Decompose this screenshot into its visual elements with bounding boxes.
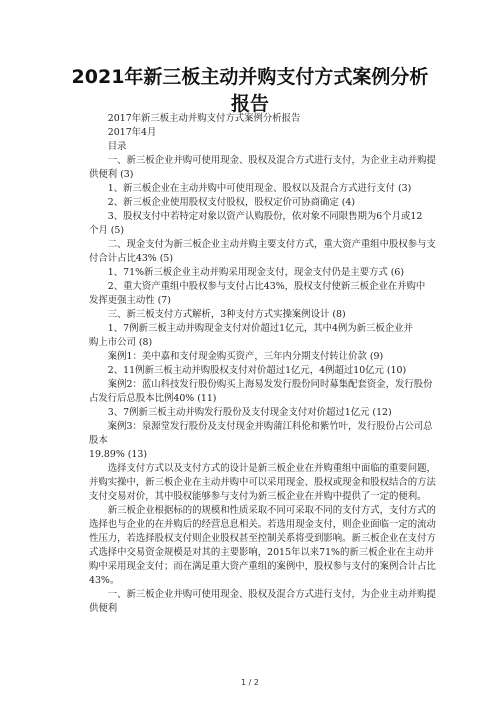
toc-case-3: 案例3：泉源堂发行股份及支付现金并购蒲江科伦和紫竹叶，发行股份占公司总股本 [89, 421, 433, 446]
toc-section-1: 一、新三板企业并购可使用现金、股权及混合方式进行支付，为企业主动并购提供便利 (3) [89, 155, 436, 180]
toc-item-3-2: 2、11例新三板主动并购股权支付对价超过1亿元，4例超过10亿元 (10) [107, 365, 407, 376]
body-paragraph-2: 新三板企业根据标的的规模和性质采取不同可采取不同的支付方式，支付方式的选择也与企业的在并购后的经营息息相关。若选用现金支付，则企业面临一定的流动性压力，若选择股权支付则企业股权甚至控制关系将受到影响。新三板企业在支付方式选择中交易资金规模是对其的主要影响，2015年以来71%的新三板企业在主动并购中采用现金支付；而在满足重大资产重组的案例中，股权参与支付的案例合计占比43%。 [89, 505, 436, 586]
report-date: 2017年4月 [107, 127, 157, 138]
toc-section-2: 二、现金支付为新三板企业主动并购主要支付方式，重大资产重组中股权参与支付合计占比43% (5) [89, 239, 436, 264]
toc-item-1-3: 3、股权支付中若特定对象以资产认购股份，依对象不同限售期为6个月或12 [107, 211, 423, 222]
toc-item-2-2-cont: 发挥更强主动性 (7) [89, 295, 171, 306]
toc-case-3-cont: 19.89% (13) [89, 449, 147, 460]
document-body [89, 112, 441, 616]
toc-heading: 目录 [107, 141, 127, 152]
body-paragraph-1: 选择支付方式以及支付方式的设计是新三板企业在并购重组中面临的重要问题，并购实操中，新三板企业在主动并购中可以采用现金、股权或现金和股权结合的方法支付交易对价，其中股权能够参与支付为新三板企业在并购中提供了一定的便利。 [89, 463, 436, 502]
title-line-2: 报告 [230, 93, 269, 115]
toc-item-2-1: 1、71%新三板企业主动并购采用现金支付，现金支付仍是主要方式 (6) [107, 267, 404, 278]
title-line-1: 2021年新三板主动并购支付方式案例分析 [71, 66, 429, 88]
toc-item-2-2: 2、重大资产重组中股权参与支付占比43%，股权支付使新三板企业在并购中 [107, 281, 426, 292]
toc-item-3-3: 3、7例新三板主动并购发行股份及支付现金支付对价超过1亿元 (12) [107, 407, 392, 418]
toc-case-1: 案例1：美中嘉和支付现金购买资产，三年内分期支付转让价款 (9) [107, 351, 384, 362]
toc-section-3: 三、新三板支付方式解析，3种支付方式实操案例设计 (8) [107, 309, 346, 320]
toc-item-1-1: 1、新三板企业在主动并购中可使用现金、股权以及混合方式进行支付 (3) [107, 183, 412, 194]
toc-item-3-1-cont: 购上市公司 (8) [89, 337, 153, 348]
toc-item-1-2: 2、新三板企业使用股权支付股权，股权定价可协商确定 (4) [107, 197, 356, 208]
report-subtitle: 2017年新三板主动并购支付方式案例分析报告 [107, 113, 301, 124]
document-title [40, 64, 460, 118]
toc-item-1-3-cont: 个月 (5) [89, 225, 125, 236]
section-heading-1: 一、新三板企业并购可使用现金、股权及混合方式进行支付，为企业主动并购提供便利 [89, 589, 436, 614]
page-number: 1 / 2 [241, 678, 259, 687]
toc-item-3-1: 1、7例新三板主动并购现金支付对价超过1亿元，其中4例为新三板企业并 [107, 323, 413, 334]
toc-case-2: 案例2：蓝山科技发行股份购买上海易发发行股份同时募集配套资金，发行股份占发行后总股本比例40% (11) [89, 379, 433, 404]
